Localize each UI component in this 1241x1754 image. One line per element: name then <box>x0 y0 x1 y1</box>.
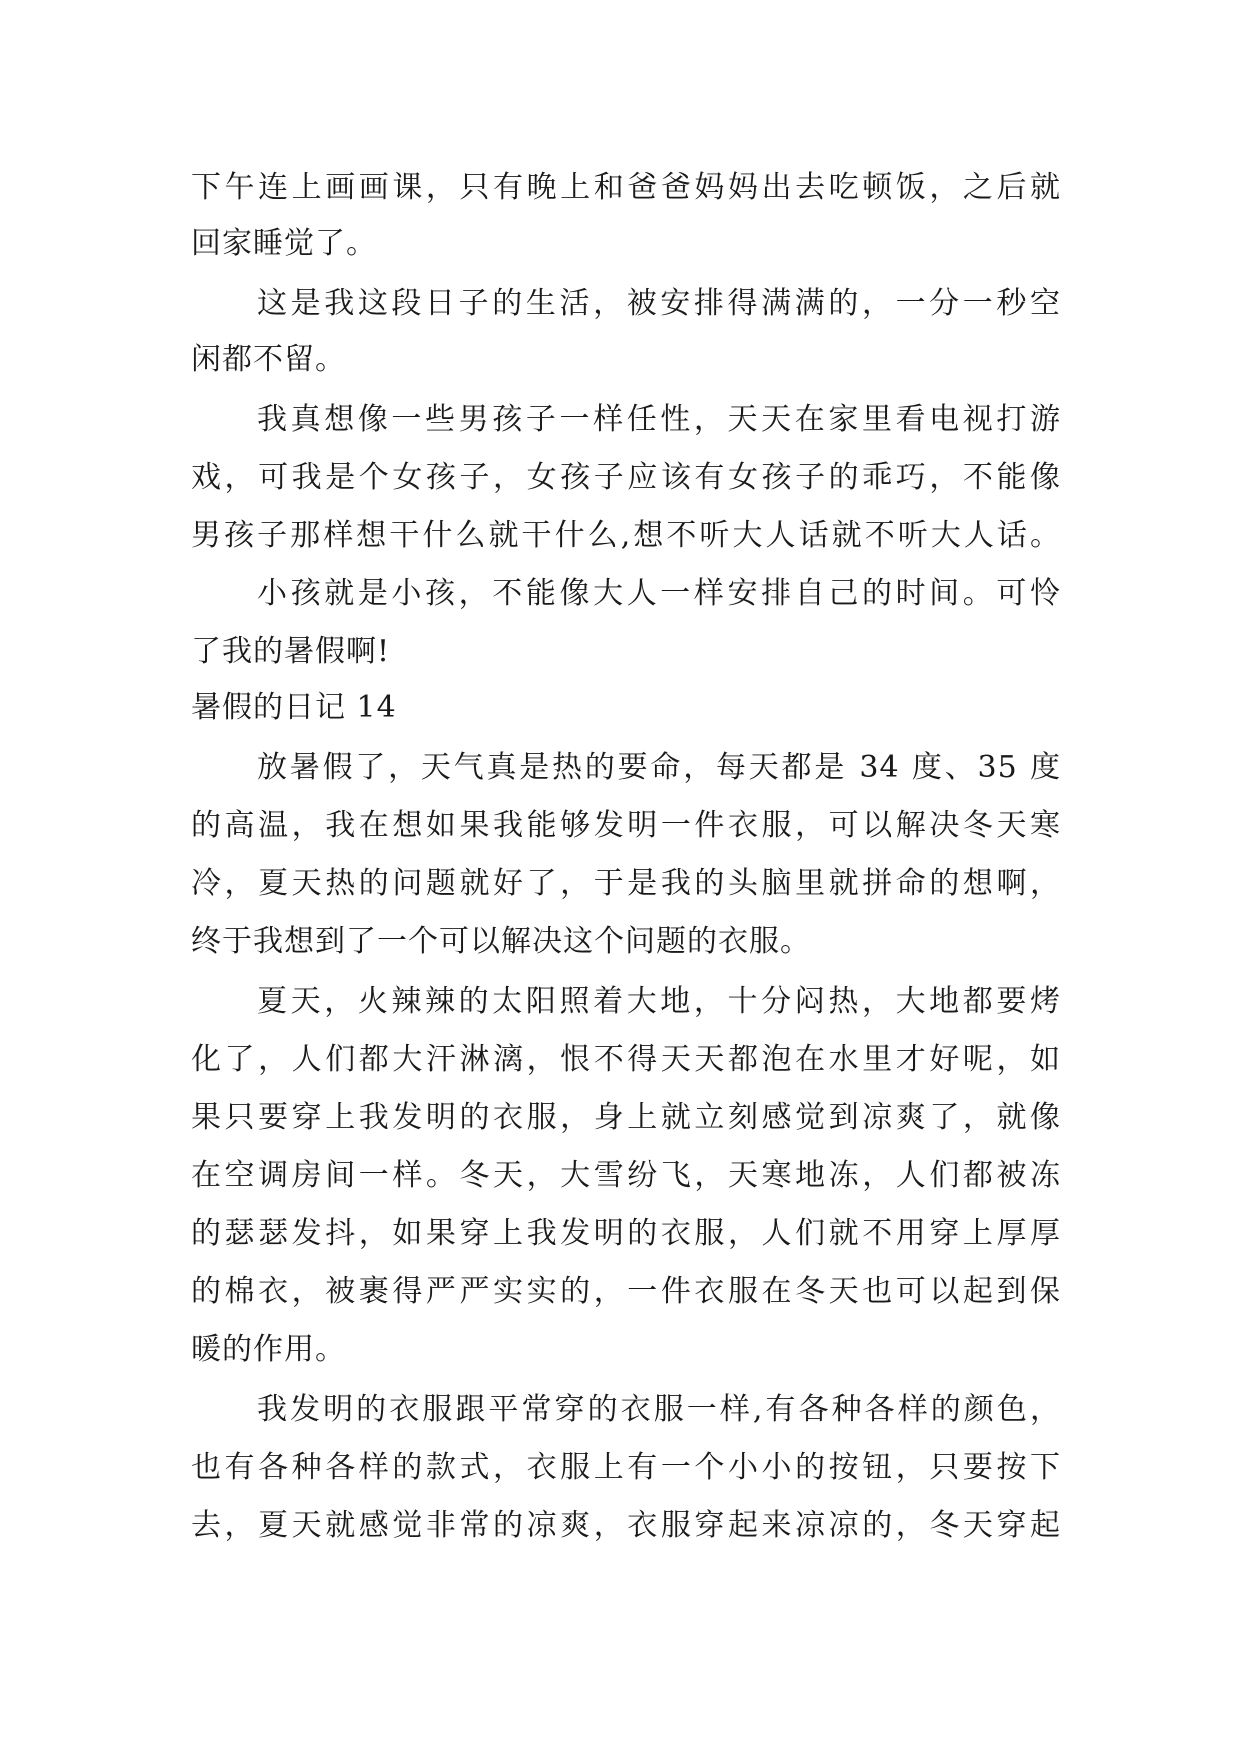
text-line: 闲都不留。 <box>191 342 346 377</box>
text-line: 了我的暑假啊! <box>191 634 391 669</box>
text-line: 也有各种各样的款式，衣服上有一个小小的按钮，只要按下 <box>191 1450 1061 1485</box>
text-line: 夏天，火辣辣的太阳照着大地，十分闷热，大地都要烤 <box>257 984 1061 1019</box>
text-line: 的高温，我在想如果我能够发明一件衣服，可以解决冬天寒 <box>191 808 1061 843</box>
text-line: 小孩就是小孩，不能像大人一样安排自己的时间。可怜 <box>257 576 1061 611</box>
text-line: 的棉衣，被裹得严严实实的，一件衣服在冬天也可以起到保 <box>191 1274 1061 1309</box>
text-line: 暖的作用。 <box>191 1332 346 1367</box>
text-line: 的瑟瑟发抖，如果穿上我发明的衣服，人们就不用穿上厚厚 <box>191 1216 1061 1251</box>
text-line: 回家睡觉了。 <box>191 226 377 261</box>
text-line: 我真想像一些男孩子一样任性，天天在家里看电视打游 <box>257 402 1061 437</box>
section-heading: 暑假的日记 14 <box>191 690 397 725</box>
text-line: 在空调房间一样。冬天，大雪纷飞，天寒地冻，人们都被冻 <box>191 1158 1061 1193</box>
text-line: 放暑假了，天气真是热的要命，每天都是 34 度、35 度 <box>257 750 1061 785</box>
text-line: 男孩子那样想干什么就干什么,想不听大人话就不听大人话。 <box>191 518 1061 553</box>
text-line: 化了，人们都大汗淋漓，恨不得天天都泡在水里才好呢，如 <box>191 1042 1061 1077</box>
text-line: 终于我想到了一个可以解决这个问题的衣服。 <box>191 924 811 959</box>
text-line: 这是我这段日子的生活，被安排得满满的，一分一秒空 <box>257 286 1061 321</box>
text-line: 戏，可我是个女孩子，女孩子应该有女孩子的乖巧，不能像 <box>191 460 1061 495</box>
text-line: 果只要穿上我发明的衣服，身上就立刻感觉到凉爽了，就像 <box>191 1100 1061 1135</box>
text-line: 下午连上画画课，只有晚上和爸爸妈妈出去吃顿饭，之后就 <box>191 170 1061 205</box>
text-line: 我发明的衣服跟平常穿的衣服一样,有各种各样的颜色， <box>257 1392 1061 1427</box>
text-line: 去，夏天就感觉非常的凉爽，衣服穿起来凉凉的，冬天穿起 <box>191 1508 1061 1543</box>
text-line: 冷，夏天热的问题就好了，于是我的头脑里就拼命的想啊， <box>191 866 1061 901</box>
